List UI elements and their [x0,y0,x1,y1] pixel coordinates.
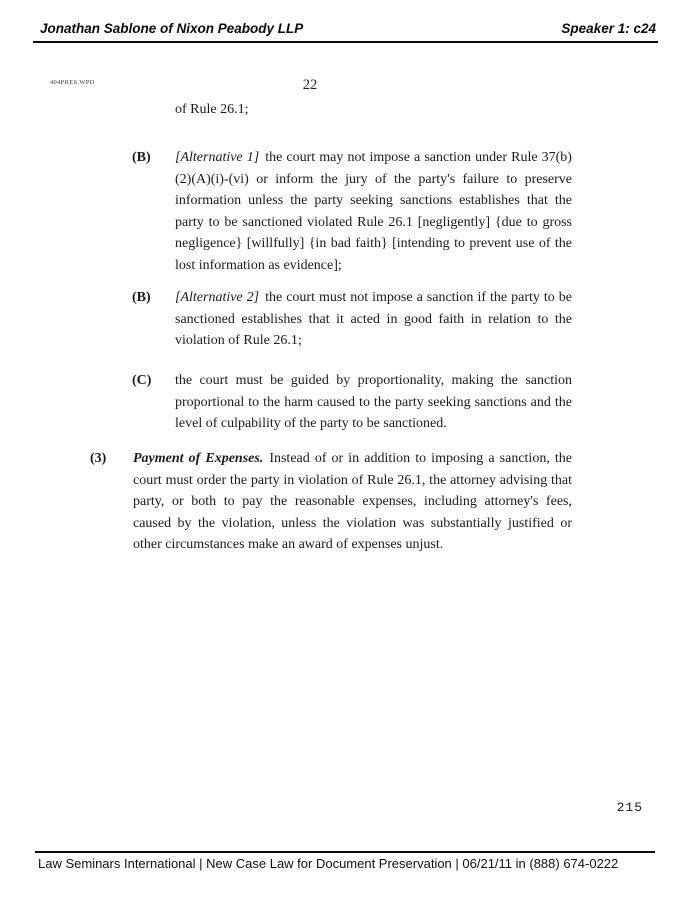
item-body-text: the court may not impose a sanction under Rule 37(b)(2)(A)(i)-(vi) or inform the jury of the party's failure to preserve information unless the party seeking sanctions establishes that the party to be sanctioned violated Rule 26.1 [negligently] {due to gross negligence} [willfully] {in bad faith} [intending to prevent use of the lost information as evidence]; [175,150,572,273]
page-number-top: 22 [302,77,318,93]
page-number-bottom: 215 [616,800,643,815]
item-body-text: Instead of or in addition to imposing a sanction, the court must order the party in violation of Rule 26.1, the attorney advising that party, or both to pay the reasonable expenses, including attorney's fees, caused by the violation, unless the violation was substantially justified or other circumstances make an award of expenses unjust. [133,451,572,552]
item-body-text: the court must not impose a sanction if the party to be sanctioned establishes that it acted in good faith in relation to the violation of Rule 26.1; [175,290,572,348]
item-label: (B) [132,290,151,305]
item-text [175,370,572,435]
list-item-alternative-2 [90,287,572,352]
item-body-text: the court must be guided by proportionality, making the sanction proportional to the harm caused to the party seeking sanctions and the level of culpability of the party to be sanctioned. [175,373,572,431]
document-filename: 404PRES.WPD [50,79,95,86]
item-text [175,287,572,352]
page-header [33,21,658,43]
page-footer [35,851,655,871]
item-label: (C) [132,373,152,388]
item-text [175,147,572,276]
item-lead: [Alternative 2] [175,290,260,305]
header-speaker-label: Speaker 1: c24 [561,21,656,36]
list-item-proportionality [90,370,572,435]
list-item-payment-of-expenses [90,448,572,556]
footer-text: Law Seminars International | New Case Law for Document Preservation | 06/21/11 in (888) 674-0222 [38,856,619,871]
list-item-alternative-1 [90,147,572,276]
item-label: (3) [90,451,107,466]
item-lead: [Alternative 1] [175,150,260,165]
item-label: (B) [132,150,151,165]
item-lead: Payment of Expenses. [133,451,264,466]
continuation-line: of Rule 26.1; [175,102,249,117]
item-text [133,448,572,556]
header-author-title: Jonathan Sablone of Nixon Peabody LLP [40,21,304,36]
